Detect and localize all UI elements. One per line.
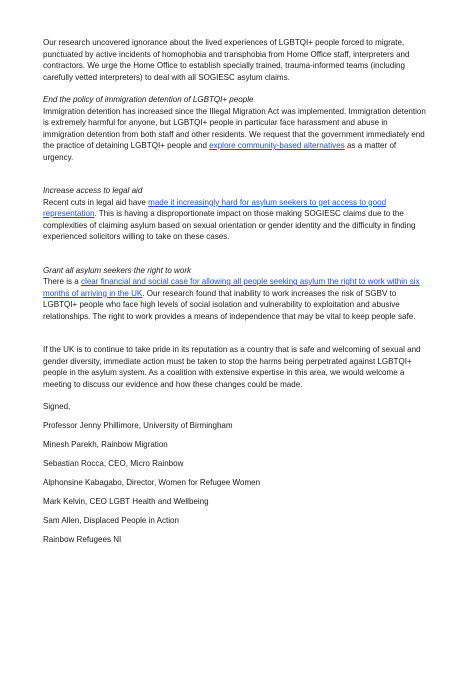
section-text: Immigration detention has increased since the Illegal Migration Act was implemented. Immigration detention is extremely harmful for anyone, but LGBTQI+ people in particular face harassment and abuse in immigration detention from both staff and other residents. We request that the government immediately end the practice of detaining LGBTQI+ people and bbox=[43, 106, 426, 150]
signatory: Sam Allen, Displaced People in Action bbox=[43, 516, 179, 525]
section-text: as a matter of urgency. bbox=[43, 141, 397, 162]
signatory: Mark Kelvin, CEO LGBT Health and Wellbeing bbox=[43, 497, 209, 506]
signatory: Sebastian Rocca, CEO, Micro Rainbow bbox=[43, 459, 184, 468]
signatory: Rainbow Refugees NI bbox=[43, 535, 122, 544]
closing-paragraph: If the UK is to continue to take pride in its reputation as a country that is safe and welcoming of sexual and gender diversity, immediate action must be taken to stop the harms being perpetrated against LGBTQI+ people in the asylum system. As a coalition with extensive expertise in this area, we would welcome a meeting to discuss our evidence and how these changes could be made. bbox=[43, 345, 421, 389]
link-right-to-work-case[interactable]: clear financial and social case for allowing all people seeking asylum the right to work within six months of arriving in the UK bbox=[43, 277, 420, 298]
signed-label: Signed, bbox=[43, 402, 71, 411]
section-heading-legal-aid: Increase access to legal aid bbox=[43, 186, 143, 195]
section-heading-detention: End the policy of immigration detention of LGBTQI+ people bbox=[43, 95, 254, 104]
section-text: . This is having a disproportionate impact on those making SOGIESC claims due to the complexities of claiming asylum based on sexual orientation or gender identity and the difficulty in finding experienced solicitors willing to take on these cases. bbox=[43, 209, 416, 241]
section-text: There is a bbox=[43, 277, 82, 286]
signatory: Professor Jenny Phillimore, University of Birmingham bbox=[43, 421, 233, 430]
link-community-alternatives[interactable]: explore community-based alternatives bbox=[209, 141, 345, 150]
section-text: . Our research found that inability to work increases the risk of SGBV to LGBTQI+ people who face high levels of social isolation and vulnerability to exploitation and abusive relationships. The right to work provides a means of independence that may be vital to keep people safe. bbox=[43, 288, 416, 321]
signatory: Minesh Parekh, Rainbow Migration bbox=[43, 440, 168, 449]
link-legal-aid-representation[interactable]: made it increasingly hard for asylum seekers to get access to good representation bbox=[43, 197, 387, 218]
section-text: Recent cuts in legal aid have bbox=[43, 197, 149, 207]
signatory: Alphonsine Kabagabo, Director, Women for Refugee Women bbox=[43, 478, 261, 487]
section-body-legal-aid bbox=[43, 197, 428, 243]
signatory-list bbox=[43, 420, 428, 546]
section-heading-right-to-work: Grant all asylum seekers the right to work bbox=[43, 265, 192, 275]
section-body-right-to-work bbox=[43, 276, 428, 322]
section-body-detention bbox=[43, 106, 428, 164]
intro-paragraph: Our research uncovered ignorance about the lived experiences of LGBTQI+ people forced to migrate, punctuated by active incidents of homophobia and transphobia from Home Office staff, interpreters and contractors. We urge the Home Office to establish specially trained, trauma-informed teams (including carefully vetted interpreters) to deal with all SOGIESC asylum claims. bbox=[43, 38, 410, 82]
